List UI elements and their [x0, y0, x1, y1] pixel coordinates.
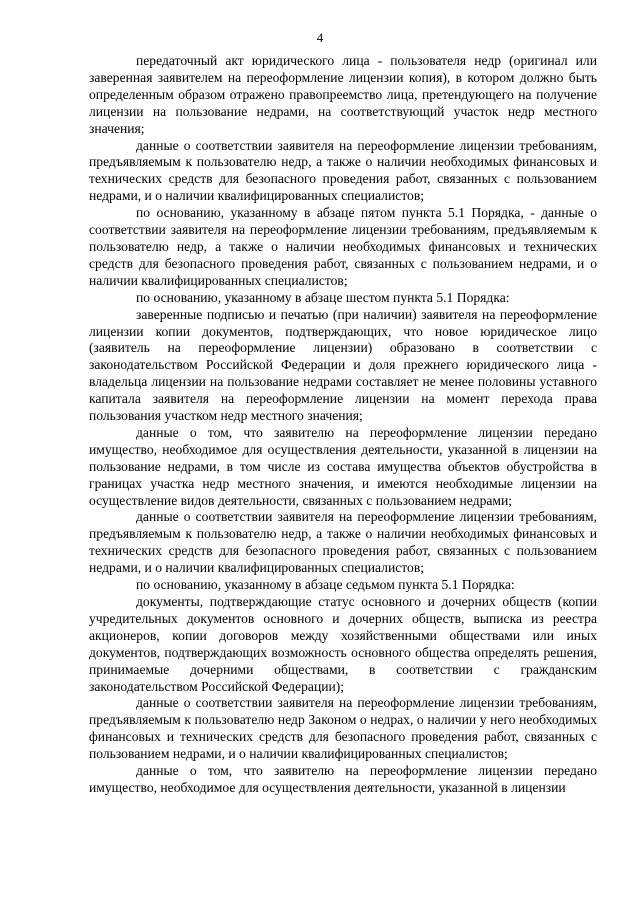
paragraph-property-transfer-2: данные о том, что заявителю на переоформление лицензии передано имущество, необходимое для осуществления деятельности, указанной в лицензии — [89, 763, 597, 795]
paragraph-property-transfer-1: данные о том, что заявителю на переоформление лицензии передано имущество, необходимое для осуществления деятельности, указанной в лицензии на пользование недрами, в том числе из состава имущества объектов обустройства в границах участка недр местного значения, и имеются необходимые лицензии на осуществление видов деятельности, связанных с пользованием недрами; — [89, 424, 597, 508]
paragraph-basis-sixth-heading: по основанию, указанному в абзаце шестом пункта 5.1 Порядка: — [136, 289, 510, 305]
paragraph-basis-seventh-heading: по основанию, указанному в абзаце седьмом пункта 5.1 Порядка: — [136, 577, 515, 593]
paragraph-status-documents: документы, подтверждающие статус основного и дочерних обществ (копии учредительных документов основного и дочерних обществ, выписка из реестра акционеров, копии договоров между хозяйственными обществами или иных документов, подтверждающих возможность основного общества определять решения, принимаемые дочерними обществами, в соответствии с гражданским законодательством Российской Федерации); — [89, 594, 597, 694]
paragraph-basis-fifth: по основанию, указанному в абзаце пятом пункта 5.1 Порядка, - данные о соответствии заявителя на переоформление лицензии требованиям, предъявляемым к пользователю недр, а также о наличии необходимых финансовых и технических средств для безопасного проведения работ, связанных с пользованием недрами, и о наличии квалифицированных специалистов; — [89, 205, 597, 288]
paragraph-certified-copies: заверенные подписью и печатью (при наличии) заявителя на переоформление лицензии копии документов, подтверждающих, что новое юридическое лицо (заявитель на переоформление лицензии) образовано в соответствии с законодательством Российской Федерации и доля прежнего юридического лица - владельца лицензии на пользование недрами составляет не менее половины уставного капитала заявителя на переоформление лицензии на момент перехода права пользования участком недр местного значения; — [89, 306, 597, 424]
paragraph-transfer-act: передаточный акт юридического лица - пользователя недр (оригинал или заверенная заявителем на переоформление лицензии копия), в котором должно быть определенным образом отражено правопреемство лица, претендующего на получение лицензии на пользование недрами, на соответствующий участок недр местного значения; — [89, 53, 597, 136]
paragraph-applicant-compliance-3: данные о соответствии заявителя на переоформление лицензии требованиям, предъявляемым к пользователю недр Законом о недрах, о наличии у него необходимых финансовых и технических средств для безопасного проведения работ, связанных с пользованием недрами, и о наличии квалифицированных специалистов; — [89, 695, 597, 762]
document-body — [89, 53, 597, 797]
paragraph-applicant-compliance-1: данные о соответствии заявителя на переоформление лицензии требованиям, предъявляемым к пользователю недр, а также о наличии необходимых финансовых и технических средств для безопасного проведения работ, связанных с пользованием недрами, и о наличии квалифицированных специалистов; — [89, 137, 597, 204]
paragraph-applicant-compliance-2: данные о соответствии заявителя на переоформление лицензии требованиям, предъявляемым к пользователю недр, а также о наличии необходимых финансовых и технических средств для безопасного проведения работ, связанных с пользованием недрами, и о наличии квалифицированных специалистов; — [89, 509, 597, 576]
page-number: 4 — [316, 30, 324, 45]
